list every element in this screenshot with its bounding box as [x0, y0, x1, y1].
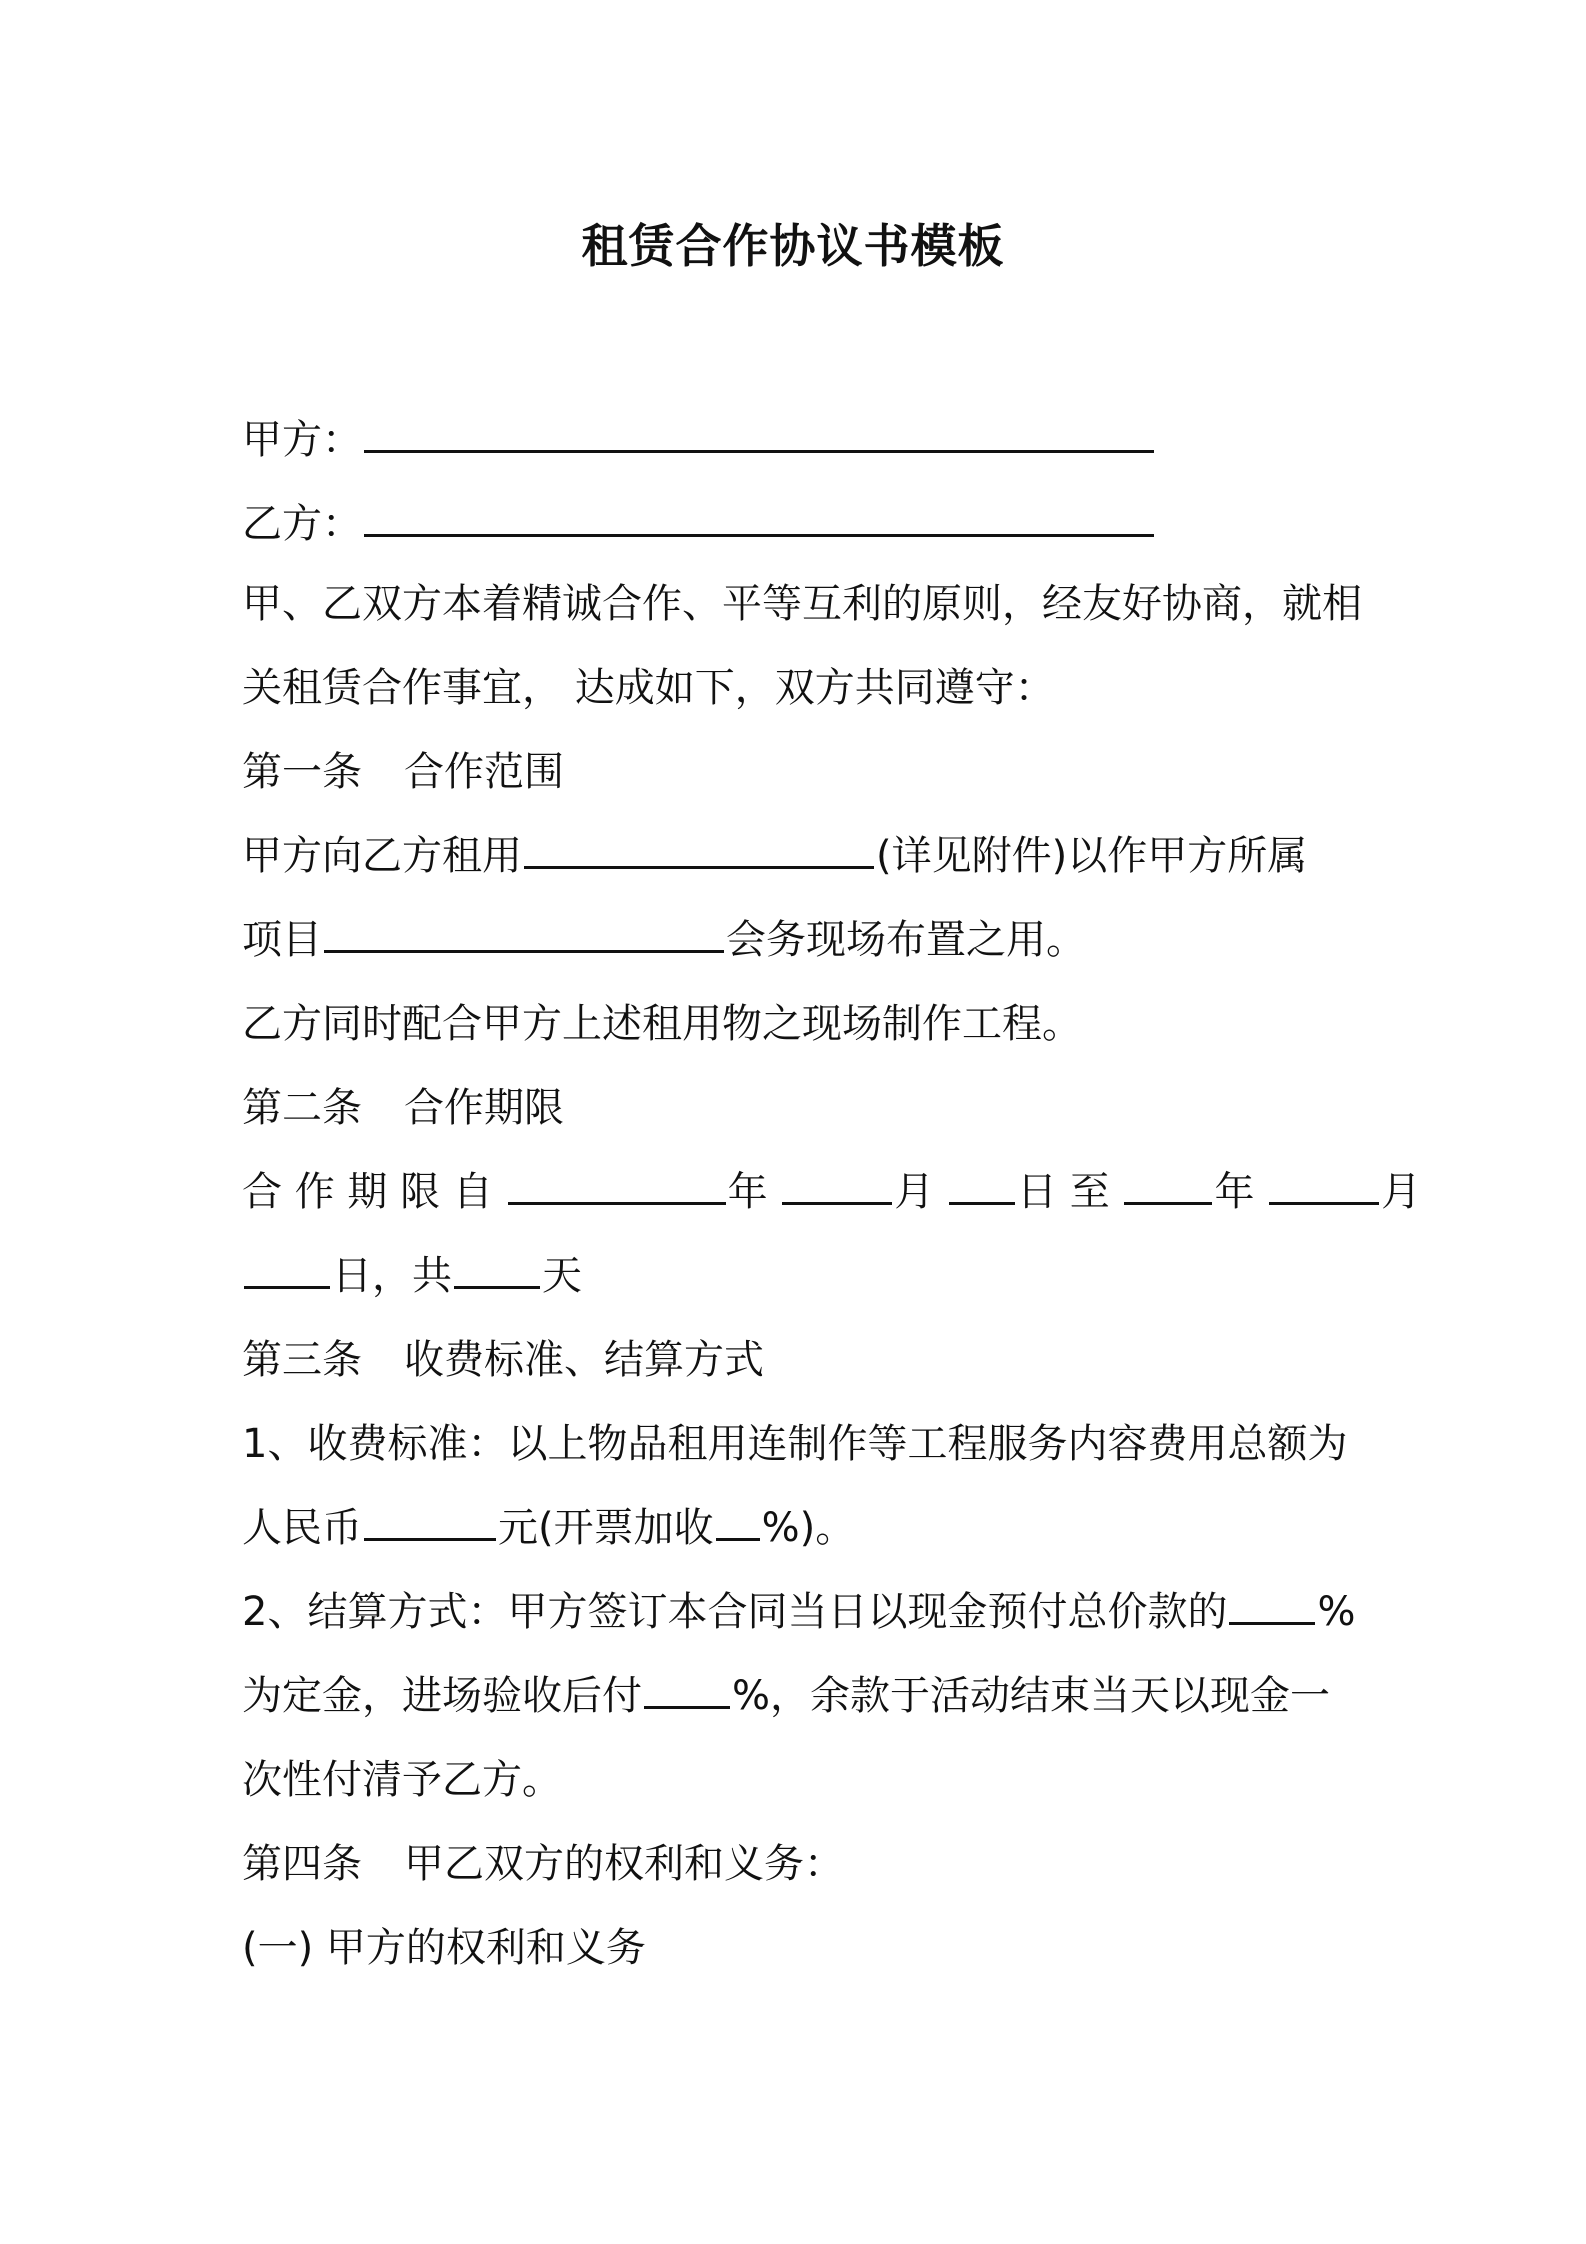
- article-1-para-3: 乙方同时配合甲方上述租用物之现场制作工程。: [242, 1001, 1082, 1047]
- end-year-blank[interactable]: [1124, 1162, 1212, 1205]
- start-day-blank[interactable]: [949, 1162, 1015, 1205]
- document-title: 租赁合作协议书模板: [581, 219, 1005, 273]
- end-month-blank[interactable]: [1269, 1162, 1379, 1205]
- article-3-para-1: 1、收费标准：以上物品租用连制作等工程服务内容费用总额为: [242, 1421, 1348, 1467]
- acceptance-percent-blank[interactable]: [644, 1666, 730, 1709]
- text-segment: 年: [727, 1169, 768, 1215]
- article-2-para-1: [242, 1162, 1422, 1222]
- text-segment: 合 作 期 限 自: [242, 1169, 493, 1215]
- end-day-blank[interactable]: [244, 1246, 330, 1289]
- article-1-heading: [242, 742, 1352, 802]
- article-2-number: 第二条: [242, 1085, 362, 1131]
- party-b-blank[interactable]: [364, 494, 1154, 537]
- article-1-para-1: [242, 826, 1352, 886]
- intro-line-2: 关租赁合作事宜， 达成如下，双方共同遵守：: [242, 665, 1055, 711]
- intro-line-1: 甲、乙双方本着精诚合作、平等互利的原则，经友好协商，就相: [242, 581, 1362, 627]
- article-3-para-3: [242, 1582, 1356, 1642]
- text-segment: %)。: [761, 1505, 856, 1551]
- article-2-heading: [242, 1078, 1352, 1138]
- deposit-percent-blank[interactable]: [1229, 1582, 1315, 1625]
- text-segment: 会务现场布置之用。: [726, 917, 1086, 963]
- article-3-heading: [242, 1330, 1352, 1390]
- text-segment: 月: [1381, 1169, 1422, 1215]
- text-segment: 年: [1214, 1169, 1255, 1215]
- article-3-title: 收费标准、结算方式: [404, 1337, 764, 1383]
- article-2-para-2: [242, 1246, 1352, 1306]
- article-3-para-2: [242, 1498, 1352, 1558]
- invoice-percent-blank[interactable]: [716, 1498, 760, 1541]
- article-1-title: 合作范围: [404, 749, 564, 795]
- rental-item-blank[interactable]: [524, 826, 874, 869]
- text-segment: 天: [542, 1253, 582, 1299]
- party-a-label: 甲方：: [242, 417, 362, 463]
- article-4-number: 第四条: [242, 1841, 362, 1887]
- party-a-line: [242, 410, 1352, 470]
- text-segment: 元(开票加收: [498, 1505, 714, 1551]
- text-segment: (详见附件)以作甲方所属: [876, 833, 1308, 879]
- text-segment: 人民币: [242, 1505, 362, 1551]
- article-4-heading: [242, 1834, 1352, 1894]
- party-b-line: [242, 494, 1352, 554]
- start-month-blank[interactable]: [782, 1162, 892, 1205]
- start-year-blank[interactable]: [508, 1162, 726, 1205]
- text-segment: 项目: [242, 917, 322, 963]
- text-segment: 日 至: [1017, 1169, 1110, 1215]
- party-b-label: 乙方：: [242, 501, 362, 547]
- article-3-para-5: 次性付清予乙方。: [242, 1757, 562, 1803]
- article-1-para-2: [242, 910, 1352, 970]
- total-amount-blank[interactable]: [364, 1498, 496, 1541]
- article-2-title: 合作期限: [404, 1085, 564, 1131]
- text-segment: 甲方向乙方租用: [242, 833, 522, 879]
- party-a-blank[interactable]: [364, 410, 1154, 453]
- article-3-number: 第三条: [242, 1337, 362, 1383]
- project-name-blank[interactable]: [324, 910, 724, 953]
- text-segment: 月: [894, 1169, 935, 1215]
- text-segment: 2、结算方式：甲方签订本合同当日以现金预付总价款的: [242, 1589, 1228, 1635]
- article-3-para-4: [242, 1666, 1352, 1726]
- text-segment: %，余款于活动结束当天以现金一: [732, 1673, 1331, 1719]
- total-days-blank[interactable]: [454, 1246, 540, 1289]
- article-4-subsection-1: (一) 甲方的权利和义务: [242, 1925, 646, 1971]
- article-4-title: 甲乙双方的权利和义务：: [404, 1841, 844, 1887]
- text-segment: 为定金，进场验收后付: [242, 1673, 642, 1719]
- text-segment: 日，共: [332, 1253, 452, 1299]
- article-1-number: 第一条: [242, 749, 362, 795]
- text-segment: %: [1317, 1589, 1356, 1635]
